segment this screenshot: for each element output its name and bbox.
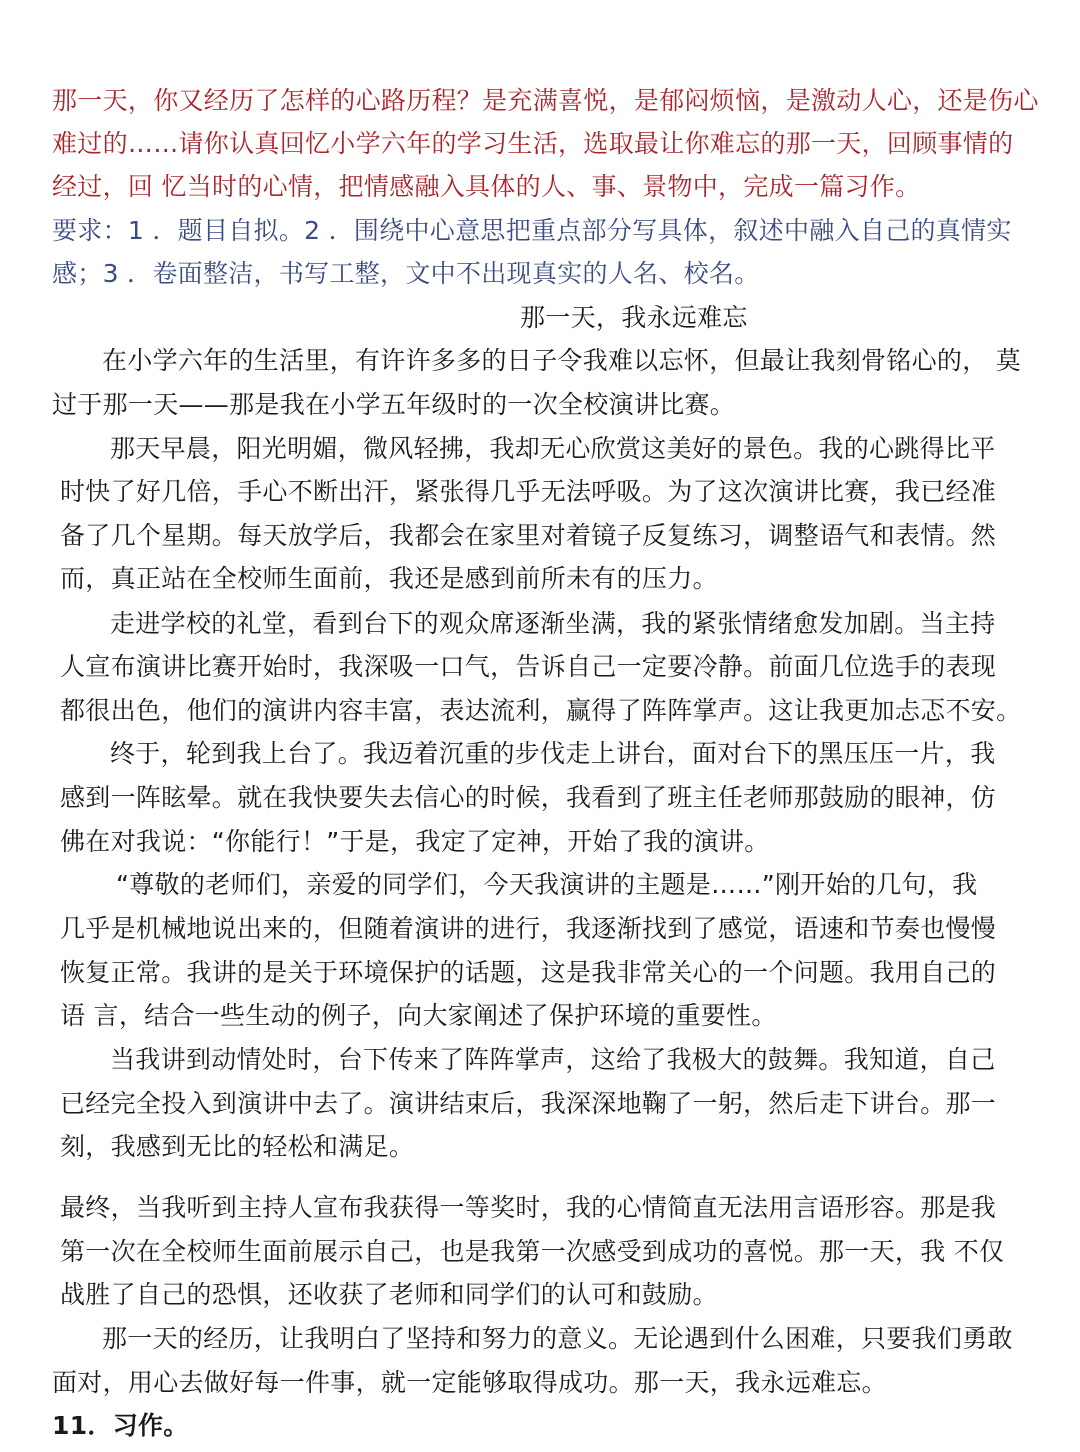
essay-line: 第一次在全校师生面前展示自己，也是我第一次感受到成功的喜悦。那一天，我 不仅: [60, 1237, 1005, 1266]
essay-line: 几乎是机械地说出来的，但随着演讲的进行，我逐渐找到了感觉，语速和节奏也慢慢: [60, 914, 997, 943]
essay-line: 在小学六年的生活里，有许许多多的日子令我难以忘怀，但最让我刻骨铭心的， 莫: [102, 346, 1022, 375]
essay-line: 战胜了自己的恐惧，还收获了老师和同学们的认可和鼓励。: [60, 1280, 718, 1309]
essay-line: 走进学校的礼堂，看到台下的观众席逐渐坐满，我的紧张情绪愈发加剧。当主持: [110, 609, 996, 638]
essay-line: 终于，轮到我上台了。我迈着沉重的步伐走上讲台，面对台下的黑压压一片，我: [110, 739, 996, 768]
essay-line: 时快了好几倍，手心不断出汗，紧张得几乎无法呼吸。为了这次演讲比赛，我已经准: [60, 477, 997, 506]
prompt-line-1: 那一天，你又经历了怎样的心路历程？是充满喜悦，是郁闷烦恼，是激动人心，还是伤心: [52, 86, 1039, 115]
essay-line: 语 言，结合一些生动的例子，向大家阐述了保护环境的重要性。: [60, 1001, 777, 1030]
essay-line: 人宣布演讲比赛开始时，我深吸一口气，告诉自己一定要冷静。前面几位选手的表现: [60, 652, 997, 681]
next-question-heading: 11．习作。: [52, 1411, 189, 1440]
essay-line: 刻，我感到无比的轻松和满足。: [60, 1132, 415, 1161]
essay-line: “尊敬的老师们，亲爱的同学们，今天我演讲的主题是……”刚开始的几句，我: [116, 870, 978, 899]
essay-line: 面对，用心去做好每一件事，就一定能够取得成功。那一天，我永远难忘。: [52, 1368, 887, 1397]
requirement-line-1: 要求：1 ．题目自拟。2 ．围绕中心意思把重点部分写具体，叙述中融入自己的真情实: [52, 216, 1012, 245]
essay-line: 过于那一天——那是我在小学五年级时的一次全校演讲比赛。: [52, 390, 736, 419]
essay-line: 那一天的经历，让我明白了坚持和努力的意义。无论遇到什么困难，只要我们勇敢: [102, 1324, 1013, 1353]
essay-line: 那天早晨，阳光明媚，微风轻拂，我却无心欣赏这美好的景色。我的心跳得比平: [110, 434, 996, 463]
essay-title: 那一天，我永远难忘: [520, 303, 748, 332]
essay-line: 恢复正常。我讲的是关于环境保护的话题，这是我非常关心的一个问题。我用自己的: [60, 958, 997, 987]
essay-line: 备了几个星期。每天放学后，我都会在家里对着镜子反复练习，调整语气和表情。然: [60, 521, 997, 550]
essay-line: 而，真正站在全校师生面前，我还是感到前所未有的压力。: [60, 564, 718, 593]
essay-line: 当我讲到动情处时，台下传来了阵阵掌声，这给了我极大的鼓舞。我知道，自己: [110, 1045, 996, 1074]
essay-line: 感到一阵眩晕。就在我快要失去信心的时候，我看到了班主任老师那鼓励的眼神，仿: [60, 783, 997, 812]
essay-line: 都很出色，他们的演讲内容丰富，表达流利，赢得了阵阵掌声。这让我更加忐忑不安。: [60, 696, 1022, 725]
prompt-line-2: 难过的……请你认真回忆小学六年的学习生活，选取最让你难忘的那一天，回顾事情的: [52, 129, 1014, 158]
prompt-line-3: 经过，回 忆当时的心情，把情感融入具体的人、事、景物中，完成一篇习作。: [52, 172, 921, 201]
essay-line: 已经完全投入到演讲中去了。演讲结束后，我深深地鞠了一躬，然后走下讲台。那一: [60, 1089, 997, 1118]
essay-line: 最终，当我听到主持人宣布我获得一等奖时，我的心情简直无法用言语形容。那是我: [60, 1193, 997, 1222]
essay-line: 佛在对我说：“你能行！”于是，我定了定神，开始了我的演讲。: [60, 827, 770, 856]
requirement-line-2: 感；3 ．卷面整洁，书写工整，文中不出现真实的人名、校名。: [52, 259, 760, 288]
